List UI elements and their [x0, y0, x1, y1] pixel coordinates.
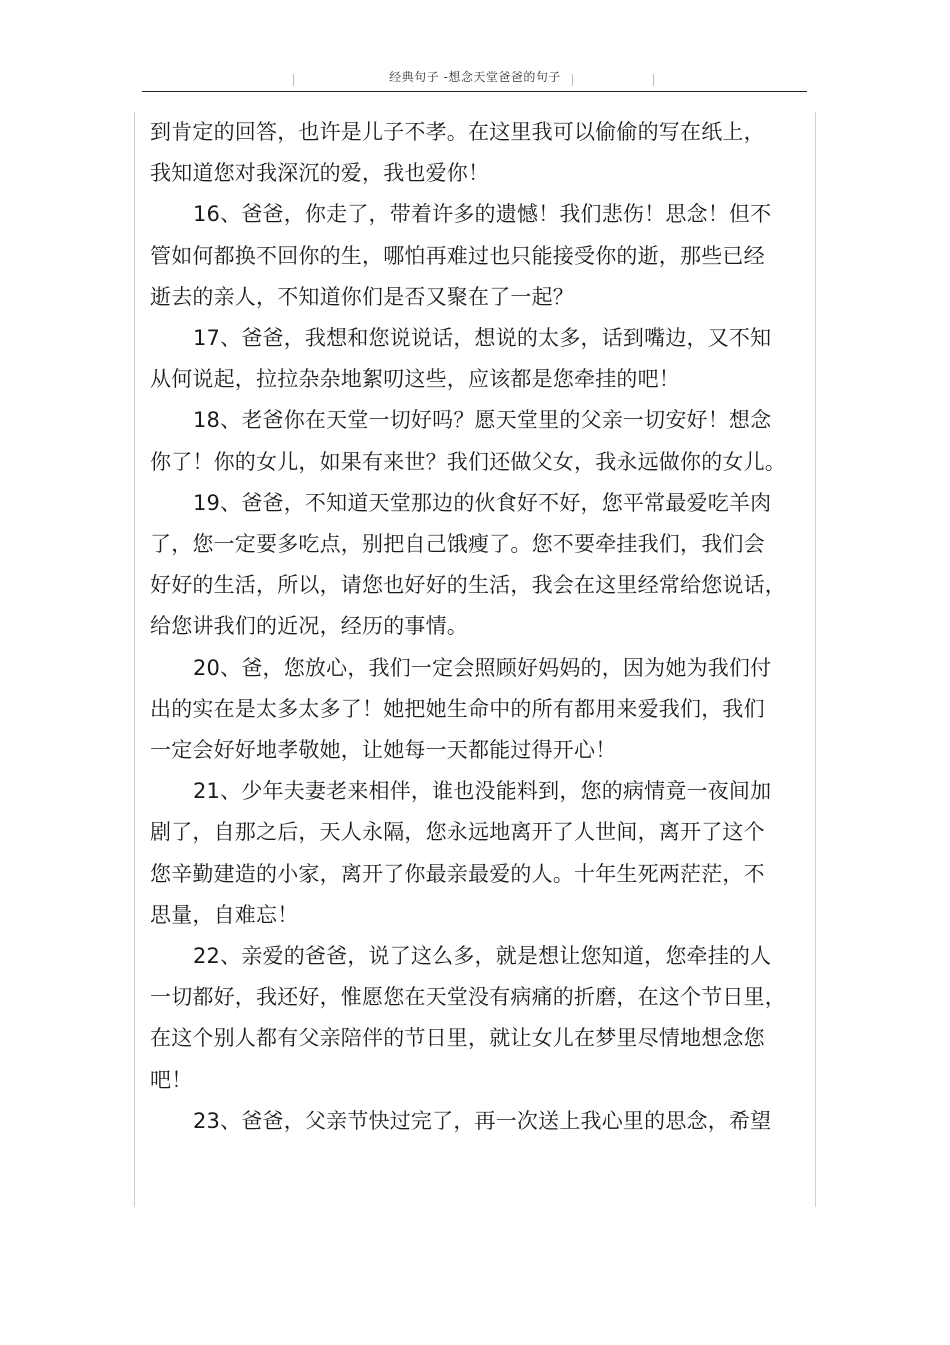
text-line: 好好的生活，所以，请您也好好的生活，我会在这里经常给您说话，: [150, 573, 786, 598]
right-margin-rule: [815, 112, 816, 1207]
text-line: 21、少年夫妻老来相伴，谁也没能料到，您的病情竟一夜间加: [193, 779, 772, 804]
left-margin-rule: [134, 112, 135, 1207]
text-line: 剧了，自那之后，天人永隔，您永远地离开了人世间，离开了这个: [150, 820, 765, 845]
header-rule: [142, 91, 807, 92]
body-text: [150, 112, 786, 1142]
text-line: 吧！: [150, 1067, 193, 1092]
text-line: 17、爸爸，我想和您说说话，想说的太多，话到嘴边，又不知: [193, 326, 772, 351]
text-line: 管如何都换不回你的生，哪怕再难过也只能接受你的逝，那些已经: [150, 243, 765, 268]
text-line: 20、爸，您放心，我们一定会照顾好妈妈的，因为她为我们付: [193, 655, 772, 680]
header-tick-right: [653, 74, 654, 86]
text-line: 我知道您对我深沉的爱，我也爱你！: [150, 161, 490, 186]
text-line: 16、爸爸，你走了，带着许多的遗憾！我们悲伤！思念！但不: [193, 202, 772, 227]
text-line: 一定会好好地孝敬她，让她每一天都能过得开心！: [150, 738, 617, 763]
text-line: 22、亲爱的爸爸，说了这么多，就是想让您知道，您牵挂的人: [193, 944, 772, 969]
text-line: 出的实在是太多太多了！她把她生命中的所有都用来爱我们，我们: [150, 696, 765, 721]
text-line: 您辛勤建造的小家，离开了你最亲最爱的人。十年生死两茫茫，不: [150, 861, 765, 886]
running-header: [0, 66, 950, 88]
header-title: 经典句子 -想念天堂爸爸的句子: [389, 70, 561, 84]
text-line: 你了！你的女儿，如果有来世？我们还做父女，我永远做你的女儿。: [150, 449, 786, 474]
text-line: 从何说起，拉拉杂杂地絮叨这些，应该都是您牵挂的吧！: [150, 367, 680, 392]
text-line: 给您讲我们的近况，经历的事情。: [150, 614, 468, 639]
text-line: 19、爸爸，不知道天堂那边的伙食好不好，您平常最爱吃羊肉: [193, 490, 772, 515]
header-tick-left: [293, 74, 294, 86]
text-line: 逝去的亲人，不知道你们是否又聚在了一起？: [150, 284, 574, 309]
header-tick-mid: [572, 74, 573, 86]
text-line: 18、老爸你在天堂一切好吗？愿天堂里的父亲一切安好！想念: [193, 408, 772, 433]
text-line: 23、爸爸，父亲节快过完了，再一次送上我心里的思念，希望: [193, 1108, 772, 1133]
text-line: 了，您一定要多吃点，别把自己饿瘦了。您不要牵挂我们，我们会: [150, 532, 765, 557]
text-line: 到肯定的回答，也许是儿子不孝。在这里我可以偷偷的写在纸上，: [150, 120, 765, 144]
text-line: 思量，自难忘！: [150, 902, 299, 927]
text-line: 一切都好，我还好，惟愿您在天堂没有病痛的折磨，在这个节日里，: [150, 985, 786, 1010]
text-line: 在这个别人都有父亲陪伴的节日里，就让女儿在梦里尽情地想念您: [150, 1026, 765, 1051]
